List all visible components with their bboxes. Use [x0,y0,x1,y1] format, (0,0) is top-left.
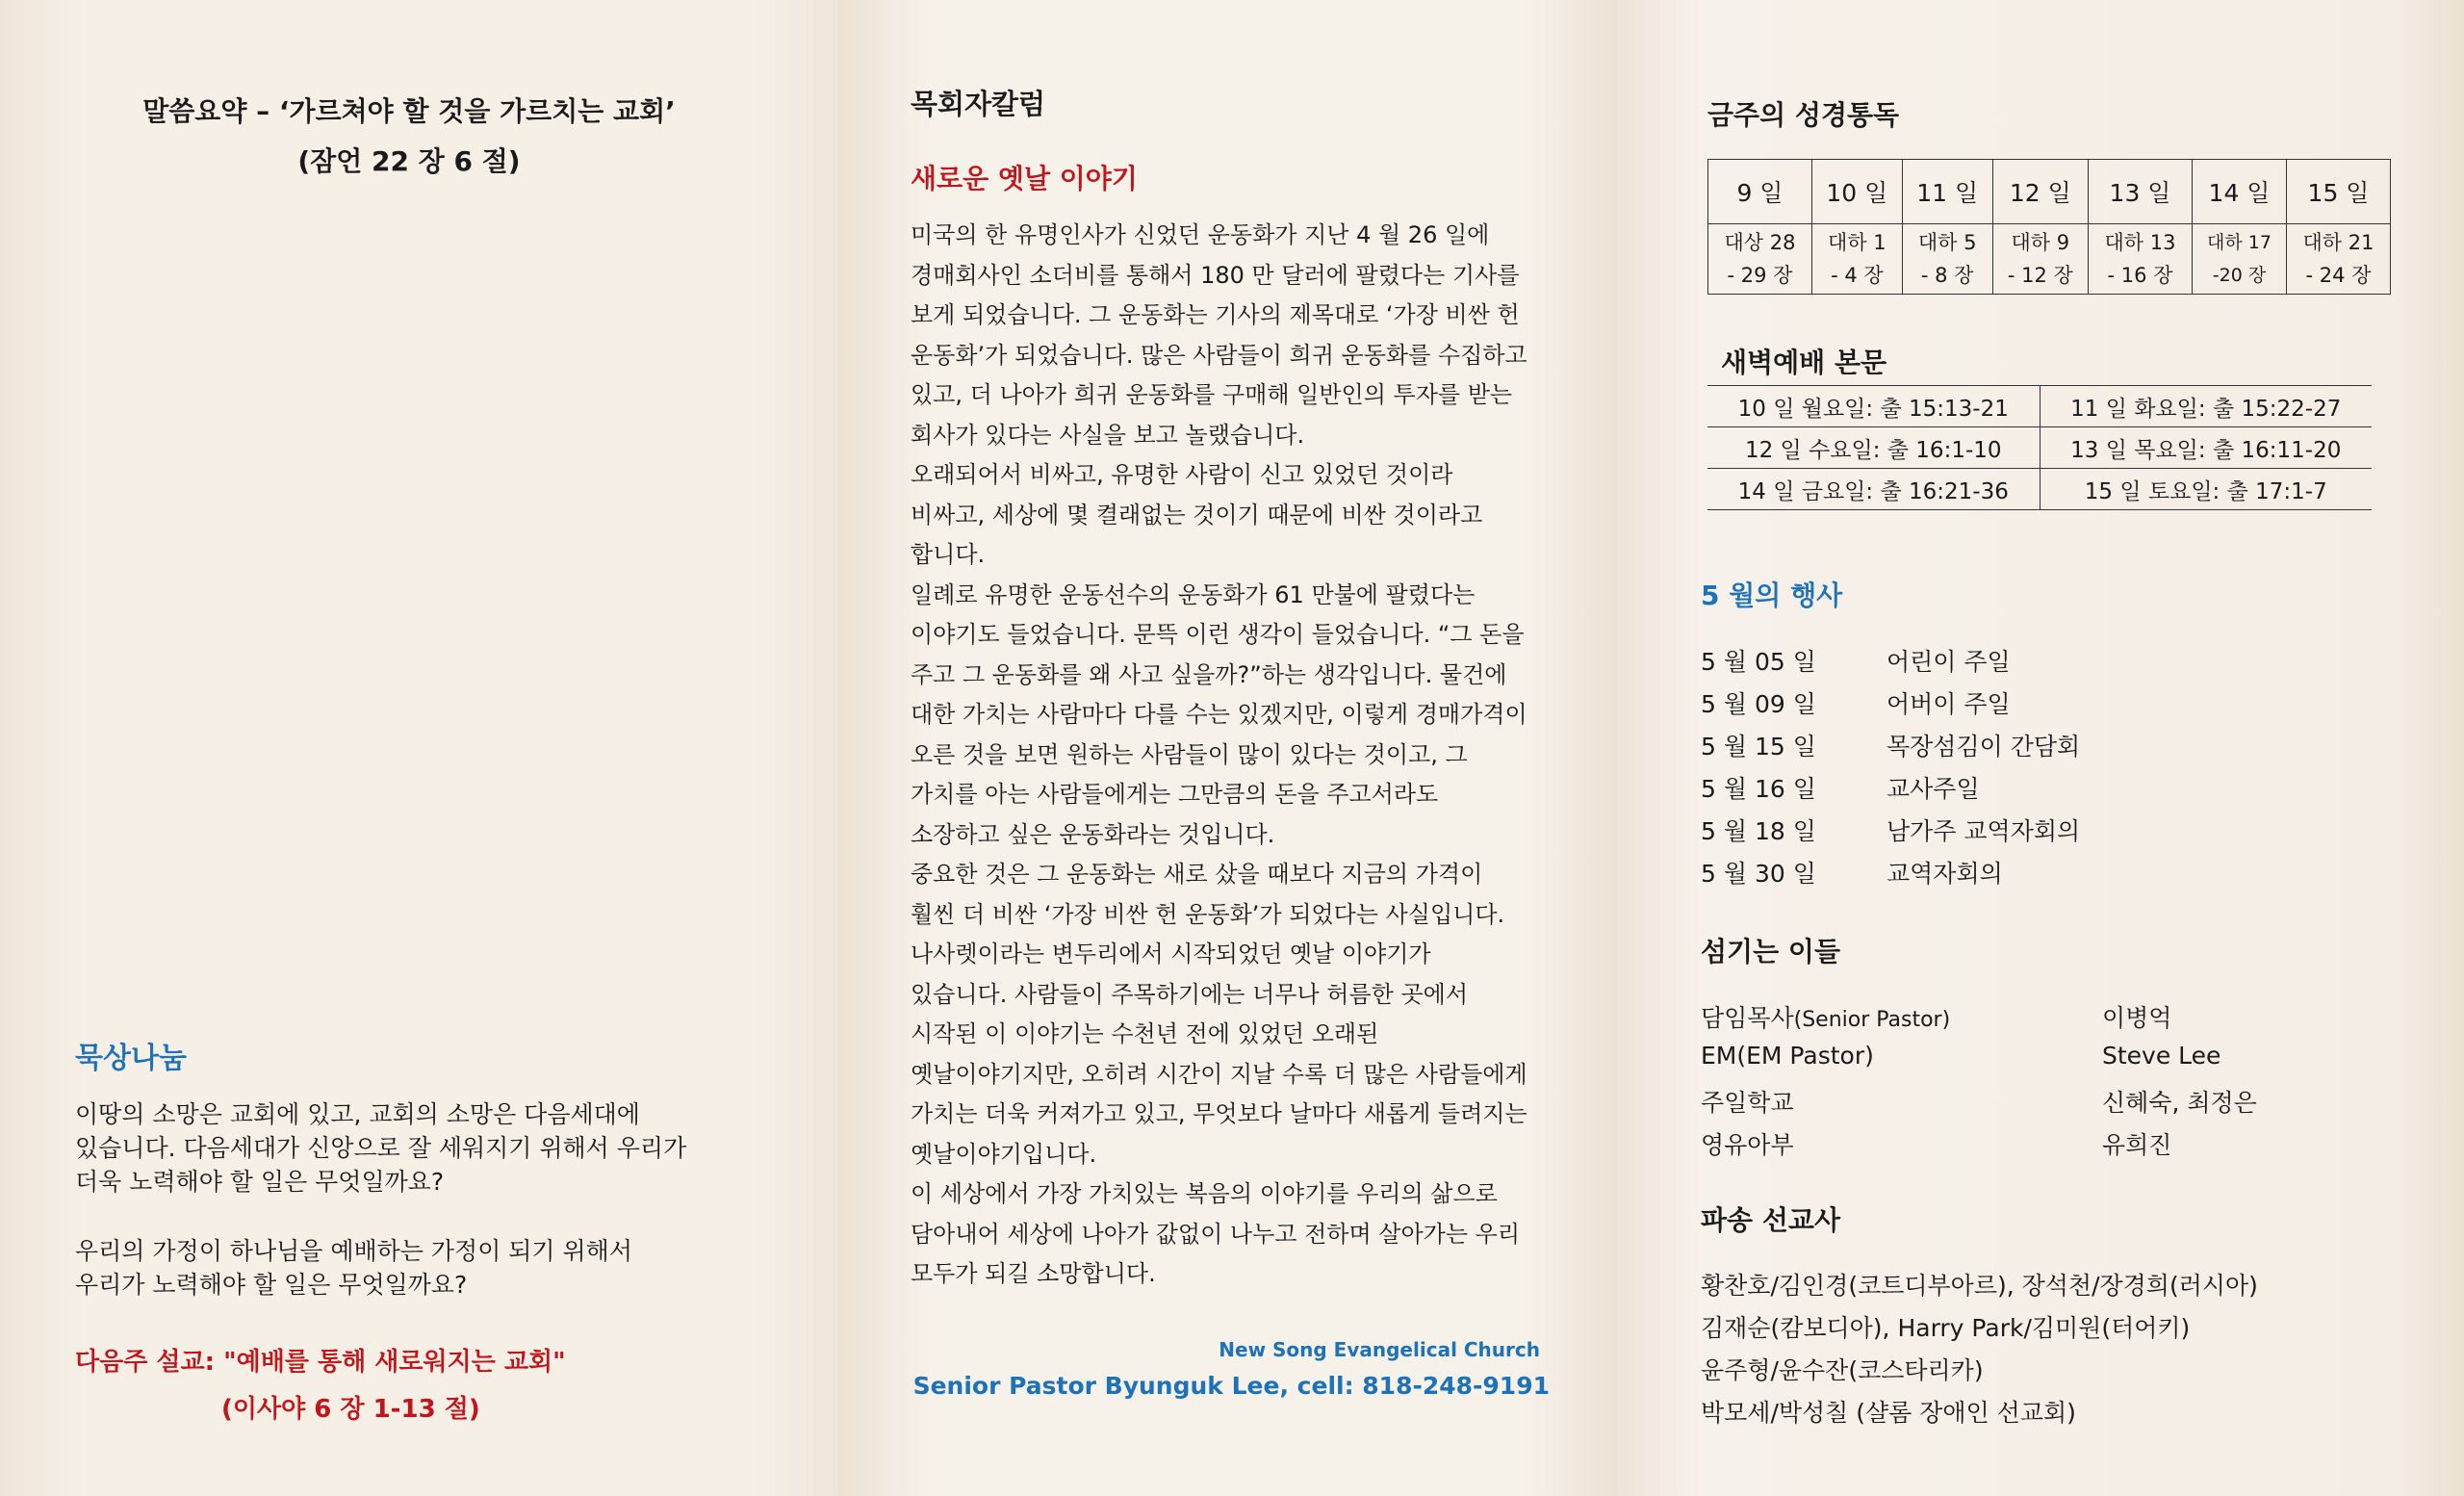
pastor-contact: Senior Pastor Byunguk Lee, cell: 818-248-9191 [912,1372,1550,1400]
event-name: 어버이 주일 [1886,690,2011,718]
reading-chapters: 대상 28 - 29 장 [1708,224,1812,295]
reading-day: 14 일 [2192,160,2286,224]
server-role: 담임목사(Senior Pastor) [1701,1004,1951,1032]
server-name: Steve Lee [2102,1042,2221,1070]
column-line: 미국의 한 유명인사가 신었던 운동화가 지난 4 월 26 일에 [911,221,1490,248]
column-line: 시작된 이 이야기는 수천년 전에 있었던 오래된 [911,1020,1379,1047]
event-date: 5 월 09 일 [1701,690,1816,718]
column-line: 중요한 것은 그 운동화는 새로 샀을 때보다 지금의 가격이 [911,861,1483,888]
event-name: 교역자회의 [1886,860,2003,888]
column-line: 경매회사인 소더비를 통해서 180 만 달러에 팔렸다는 기사를 [911,261,1520,289]
sermon-summary-heading [0,87,818,187]
meditation-line: 있습니다. 다음세대가 신앙으로 잘 세워지기 위해서 우리가 [75,1134,687,1162]
server-role: 주일학교 [1701,1089,1794,1117]
column-title: 새로운 옛날 이야기 [911,163,1138,194]
column-line: 오른 것을 보면 원하는 사람들이 많이 있다는 것이고, 그 [911,740,1468,768]
column-line: 운동화’가 되었습니다. 많은 사람들이 희귀 운동화를 수집하고 [911,341,1527,369]
column-line: 담아내어 세상에 나아가 값없이 나누고 전하며 살아가는 우리 [911,1220,1521,1248]
reading-day: 13 일 [2089,160,2193,224]
dawn-service-title: 새벽예배 본문 [1721,347,1887,378]
missionary-line: 박모세/박성칠 (샬롬 장애인 선교회) [1701,1399,2076,1427]
meditation-line: 더욱 노력해야 할 일은 무엇일까요? [75,1168,445,1196]
servers-title: 섬기는 이들 [1701,936,1840,967]
server-name: 이병억 [2102,1004,2172,1032]
dawn-reading: 10 일 월요일: 출 15:13-21 [1707,386,2040,427]
column-line: 이 세상에서 가장 가치있는 복음의 이야기를 우리의 삶으로 [911,1180,1498,1207]
reading-chapters: 대하 1 - 4 장 [1811,224,1902,295]
column-line: 비싸고, 세상에 몇 켤래없는 것이기 때문에 비싼 것이라고 [911,501,1483,529]
meditation-paragraph-2 [75,1234,632,1302]
column-line: 이야기도 들었습니다. 문뜩 이런 생각이 들었습니다. “그 돈을 [911,621,1525,648]
reading-day: 12 일 [1992,160,2088,224]
server-name: 유희진 [2102,1131,2172,1159]
column-line: 가치를 아는 사람들에게는 그만큼의 돈을 주고서라도 [911,781,1439,808]
event-date: 5 월 16 일 [1701,775,1816,803]
bible-reading-title: 금주의 성경통독 [1707,99,1900,131]
event-date: 5 월 30 일 [1701,860,1816,888]
reading-day: 9 일 [1708,160,1812,224]
column-line: 일례로 유명한 운동선수의 운동화가 61 만불에 팔렸다는 [911,580,1476,608]
event-name: 목장섬김이 간담회 [1886,733,2081,761]
server-role: 영유아부 [1701,1131,1794,1159]
reading-chapters: 대하 21 - 24 장 [2287,224,2391,295]
dawn-service-table [1707,385,2372,510]
column-line: 훨씬 더 비싼 ‘가장 비싼 헌 운동화’가 되었다는 사실입니다. [911,900,1505,928]
column-line: 보게 되었습니다. 그 운동화는 기사의 제목대로 ‘가장 비싼 헌 [911,301,1520,328]
event-name: 어린이 주일 [1886,648,2011,676]
server-name: 신혜숙, 최정은 [2102,1089,2257,1117]
event-name: 교사주일 [1886,775,1980,803]
church-name: New Song Evangelical Church [1219,1338,1540,1361]
column-line: 소장하고 싶은 운동화라는 것입니다. [911,820,1275,848]
column-line: 대한 가치는 사람마다 다를 수는 있겠지만, 이렇게 경매가격이 [911,701,1527,728]
column-line: 옛날이야기지만, 오히려 시간이 지날 수록 더 많은 사람들에게 [911,1060,1527,1088]
reading-day: 11 일 [1902,160,1992,224]
column-line: 오래되어서 비싸고, 유명한 사람이 신고 있었던 것이라 [911,461,1453,488]
reading-chapters: 대하 5 - 8 장 [1902,224,1992,295]
column-line: 가치는 더욱 커져가고 있고, 무엇보다 날마다 새롭게 들려지는 [911,1100,1527,1127]
meditation-line: 우리의 가정이 하나님을 예배하는 가정이 되기 위해서 [75,1237,632,1265]
next-sermon-ref: (이사야 6 장 1-13 절) [221,1395,480,1424]
missionary-line: 김재순(캄보디아), Harry Park/김미원(터어키) [1701,1314,2191,1342]
reading-day: 15 일 [2287,160,2391,224]
dawn-reading: 15 일 토요일: 출 17:1-7 [2040,469,2372,510]
column-line: 모두가 되길 소망합니다. [911,1260,1156,1287]
column-line: 있고, 더 나아가 희귀 운동화를 구매해 일반인의 투자를 받는 [911,381,1513,408]
next-sermon-title: 다음주 설교: "예배를 통해 새로워지는 교회" [75,1348,566,1377]
meditation-title: 묵상나눔 [75,1042,187,1075]
reading-chapters: 대하 9 - 12 장 [1992,224,2088,295]
reading-chapters: 대하 17 -20 장 [2192,224,2286,295]
bible-reading-table [1707,159,2391,295]
column-line: 옛날이야기입니다. [911,1140,1097,1168]
dawn-reading: 14 일 금요일: 출 16:21-36 [1707,469,2040,510]
dawn-reading: 11 일 화요일: 출 15:22-27 [2040,386,2372,427]
reading-chapters: 대하 13 - 16 장 [2089,224,2193,295]
meditation-paragraph-1 [75,1097,686,1199]
event-name: 남가주 교역자회의 [1886,817,2081,845]
column-line: 나사렛이라는 변두리에서 시작되었던 옛날 이야기가 [911,941,1431,967]
column-body [911,216,1565,1295]
event-date: 5 월 05 일 [1701,648,1816,676]
dawn-reading: 12 일 수요일: 출 16:1-10 [1707,427,2040,469]
meditation-line: 우리가 노력해야 할 일은 무엇일까요? [75,1271,468,1299]
pastor-column-heading: 목회자칼럼 [911,88,1046,120]
sermon-summary-title: 말씀요약 – ‘가르쳐야 할 것을 가르치는 교회’ [142,95,676,127]
server-role: EM(EM Pastor) [1701,1042,1874,1070]
meditation-line: 이땅의 소망은 교회에 있고, 교회의 소망은 다음세대에 [75,1100,640,1128]
dawn-reading: 13 일 목요일: 출 16:11-20 [2040,427,2372,469]
column-line: 주고 그 운동화를 왜 사고 싶을까?”하는 생각입니다. 물건에 [911,660,1507,688]
column-line: 있습니다. 사람들이 주목하기에는 너무나 허름한 곳에서 [911,980,1469,1008]
reading-day: 10 일 [1811,160,1902,224]
event-date: 5 월 15 일 [1701,733,1816,761]
sermon-scripture-ref: (잠언 22 장 6 절) [297,145,521,177]
column-line: 회사가 있다는 사실을 보고 놀랬습니다. [911,421,1305,449]
column-line: 합니다. [911,541,986,568]
may-events-title: 5 월의 행사 [1701,580,1843,611]
event-date: 5 월 18 일 [1701,817,1816,845]
missionaries-title: 파송 선교사 [1701,1204,1840,1236]
missionary-line: 윤주형/윤수잔(코스타리카) [1701,1356,1984,1384]
missionary-line: 황찬호/김인경(코트디부아르), 장석천/장경희(러시아) [1701,1272,2258,1300]
